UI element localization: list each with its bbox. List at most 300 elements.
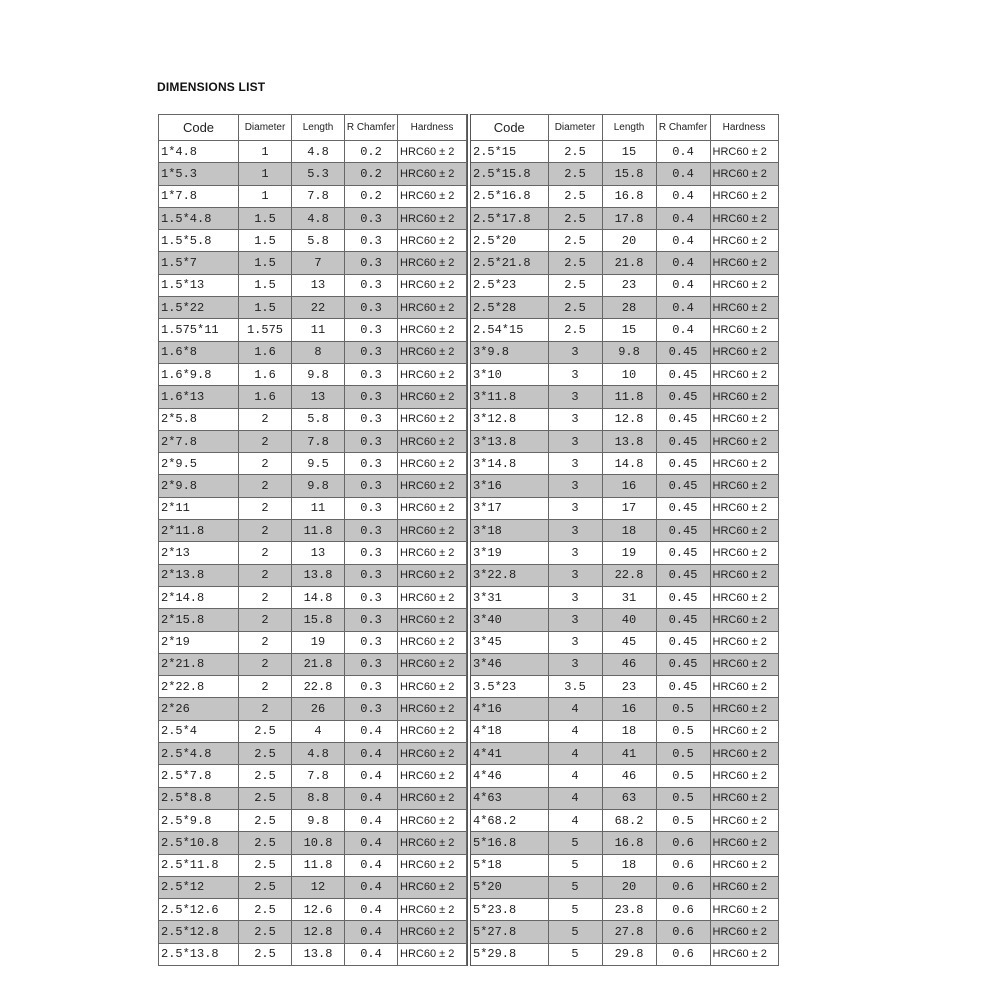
cell-length: 27.8 (602, 921, 656, 943)
cell-diameter: 2.5 (239, 921, 292, 943)
cell-diameter: 4 (548, 765, 602, 787)
cell-code: 2.5*4.8 (159, 743, 239, 765)
cell-chamfer: 0.4 (345, 943, 398, 965)
cell-code: 5*23.8 (469, 899, 548, 921)
cell-code: 1*4.8 (159, 141, 239, 163)
table-row (469, 899, 778, 921)
cell-chamfer: 0.4 (345, 832, 398, 854)
cell-hardness: HRC60 ± 2 (710, 274, 778, 296)
table-row (469, 698, 778, 720)
cell-code: 3*11.8 (469, 386, 548, 408)
cell-code: 2*26 (159, 698, 239, 720)
cell-diameter: 2.5 (239, 876, 292, 898)
cell-code: 1*5.3 (159, 163, 239, 185)
column-header-diameter: Diameter (548, 115, 602, 141)
column-header-chamfer: R Chamfer (656, 115, 710, 141)
cell-diameter: 1 (239, 141, 292, 163)
cell-length: 5.3 (292, 163, 345, 185)
cell-length: 13.8 (602, 430, 656, 452)
cell-length: 46 (602, 765, 656, 787)
cell-chamfer: 0.3 (345, 408, 398, 430)
cell-code: 3.5*23 (469, 676, 548, 698)
cell-code: 1.5*13 (159, 274, 239, 296)
table-row (469, 809, 778, 831)
table-row (469, 943, 778, 965)
table-row (159, 341, 467, 363)
column-header-chamfer: R Chamfer (345, 115, 398, 141)
cell-code: 2*21.8 (159, 653, 239, 675)
cell-length: 22.8 (292, 676, 345, 698)
table-row (469, 386, 778, 408)
column-header-diameter: Diameter (239, 115, 292, 141)
cell-diameter: 3 (548, 653, 602, 675)
cell-diameter: 1.6 (239, 386, 292, 408)
cell-code: 3*12.8 (469, 408, 548, 430)
cell-length: 11 (292, 497, 345, 519)
table-row (159, 453, 467, 475)
table-row (159, 899, 467, 921)
cell-chamfer: 0.3 (345, 586, 398, 608)
table-row (469, 497, 778, 519)
cell-code: 1.575*11 (159, 319, 239, 341)
cell-diameter: 3 (548, 586, 602, 608)
cell-chamfer: 0.45 (656, 386, 710, 408)
cell-length: 8.8 (292, 787, 345, 809)
cell-hardness: HRC60 ± 2 (710, 631, 778, 653)
cell-code: 5*16.8 (469, 832, 548, 854)
cell-length: 13 (292, 274, 345, 296)
cell-diameter: 2 (239, 631, 292, 653)
cell-chamfer: 0.4 (345, 743, 398, 765)
cell-chamfer: 0.3 (345, 386, 398, 408)
cell-diameter: 2.5 (548, 230, 602, 252)
dimensions-table-right (467, 114, 779, 966)
cell-chamfer: 0.3 (345, 497, 398, 519)
table-row (159, 743, 467, 765)
cell-code: 3*22.8 (469, 564, 548, 586)
cell-diameter: 2.5 (548, 185, 602, 207)
cell-diameter: 2 (239, 475, 292, 497)
table-row (469, 363, 778, 385)
table-row (469, 854, 778, 876)
table-row (159, 408, 467, 430)
cell-length: 9.8 (602, 341, 656, 363)
cell-chamfer: 0.4 (345, 809, 398, 831)
cell-diameter: 2 (239, 653, 292, 675)
table-row (469, 876, 778, 898)
cell-code: 2*22.8 (159, 676, 239, 698)
cell-length: 63 (602, 787, 656, 809)
cell-code: 2*9.5 (159, 453, 239, 475)
cell-code: 3*45 (469, 631, 548, 653)
table-row (159, 564, 467, 586)
cell-diameter: 2 (239, 676, 292, 698)
cell-diameter: 2.5 (548, 163, 602, 185)
cell-diameter: 2.5 (239, 832, 292, 854)
cell-hardness: HRC60 ± 2 (398, 163, 467, 185)
cell-hardness: HRC60 ± 2 (710, 408, 778, 430)
cell-length: 17.8 (602, 207, 656, 229)
cell-length: 40 (602, 609, 656, 631)
cell-code: 2.5*11.8 (159, 854, 239, 876)
cell-code: 2*11 (159, 497, 239, 519)
cell-length: 13 (292, 386, 345, 408)
cell-diameter: 3 (548, 609, 602, 631)
cell-chamfer: 0.45 (656, 430, 710, 452)
cell-hardness: HRC60 ± 2 (398, 921, 467, 943)
dimensions-table-left (158, 114, 467, 966)
cell-diameter: 5 (548, 921, 602, 943)
cell-chamfer: 0.4 (345, 899, 398, 921)
cell-hardness: HRC60 ± 2 (398, 319, 467, 341)
cell-length: 9.8 (292, 363, 345, 385)
cell-diameter: 3 (548, 631, 602, 653)
cell-chamfer: 0.3 (345, 252, 398, 274)
cell-code: 2.5*16.8 (469, 185, 548, 207)
cell-code: 2.5*4 (159, 720, 239, 742)
cell-code: 5*29.8 (469, 943, 548, 965)
table-row (469, 185, 778, 207)
cell-chamfer: 0.4 (656, 185, 710, 207)
cell-hardness: HRC60 ± 2 (398, 854, 467, 876)
cell-code: 3*9.8 (469, 341, 548, 363)
cell-hardness: HRC60 ± 2 (710, 163, 778, 185)
cell-length: 7.8 (292, 430, 345, 452)
table-row (159, 720, 467, 742)
cell-length: 68.2 (602, 809, 656, 831)
cell-diameter: 1.5 (239, 252, 292, 274)
table-row (469, 207, 778, 229)
cell-length: 26 (292, 698, 345, 720)
cell-chamfer: 0.5 (656, 743, 710, 765)
cell-chamfer: 0.3 (345, 341, 398, 363)
cell-code: 2.5*15 (469, 141, 548, 163)
cell-hardness: HRC60 ± 2 (710, 564, 778, 586)
cell-diameter: 2.5 (239, 787, 292, 809)
cell-length: 11.8 (602, 386, 656, 408)
table-row (469, 408, 778, 430)
page-title: DIMENSIONS LIST (157, 80, 266, 94)
table-row (469, 252, 778, 274)
table-row (469, 230, 778, 252)
table-row (469, 586, 778, 608)
cell-chamfer: 0.2 (345, 163, 398, 185)
cell-chamfer: 0.3 (345, 430, 398, 452)
cell-hardness: HRC60 ± 2 (398, 207, 467, 229)
table-row (469, 453, 778, 475)
header-row (159, 115, 467, 141)
cell-chamfer: 0.3 (345, 453, 398, 475)
cell-chamfer: 0.45 (656, 363, 710, 385)
cell-hardness: HRC60 ± 2 (710, 720, 778, 742)
cell-chamfer: 0.6 (656, 899, 710, 921)
cell-diameter: 2 (239, 542, 292, 564)
cell-length: 23 (602, 676, 656, 698)
cell-length: 23.8 (602, 899, 656, 921)
cell-chamfer: 0.4 (345, 765, 398, 787)
cell-length: 16 (602, 698, 656, 720)
cell-diameter: 4 (548, 698, 602, 720)
cell-length: 9.5 (292, 453, 345, 475)
cell-code: 2.5*20 (469, 230, 548, 252)
cell-length: 22.8 (602, 564, 656, 586)
cell-hardness: HRC60 ± 2 (710, 921, 778, 943)
cell-diameter: 3 (548, 386, 602, 408)
cell-length: 14.8 (602, 453, 656, 475)
cell-hardness: HRC60 ± 2 (710, 832, 778, 854)
table-row (469, 341, 778, 363)
cell-diameter: 2.5 (548, 207, 602, 229)
cell-chamfer: 0.45 (656, 341, 710, 363)
cell-length: 12 (292, 876, 345, 898)
cell-chamfer: 0.5 (656, 809, 710, 831)
cell-chamfer: 0.45 (656, 653, 710, 675)
cell-diameter: 4 (548, 809, 602, 831)
cell-chamfer: 0.3 (345, 319, 398, 341)
cell-length: 13.8 (292, 564, 345, 586)
cell-code: 1.5*4.8 (159, 207, 239, 229)
cell-chamfer: 0.3 (345, 676, 398, 698)
cell-hardness: HRC60 ± 2 (398, 430, 467, 452)
cell-length: 11 (292, 319, 345, 341)
cell-diameter: 3 (548, 363, 602, 385)
cell-length: 15 (602, 319, 656, 341)
table-row (159, 386, 467, 408)
cell-diameter: 2.5 (239, 854, 292, 876)
cell-length: 12.8 (292, 921, 345, 943)
cell-code: 3*16 (469, 475, 548, 497)
table-row (469, 765, 778, 787)
cell-length: 18 (602, 720, 656, 742)
cell-hardness: HRC60 ± 2 (710, 297, 778, 319)
cell-length: 16 (602, 475, 656, 497)
cell-diameter: 2.5 (239, 765, 292, 787)
cell-diameter: 2.5 (548, 319, 602, 341)
cell-length: 4.8 (292, 743, 345, 765)
cell-chamfer: 0.45 (656, 631, 710, 653)
cell-hardness: HRC60 ± 2 (710, 854, 778, 876)
table-row (159, 297, 467, 319)
cell-hardness: HRC60 ± 2 (710, 141, 778, 163)
cell-hardness: HRC60 ± 2 (398, 408, 467, 430)
cell-hardness: HRC60 ± 2 (398, 743, 467, 765)
cell-code: 3*19 (469, 542, 548, 564)
cell-hardness: HRC60 ± 2 (398, 475, 467, 497)
cell-chamfer: 0.4 (345, 720, 398, 742)
cell-length: 7.8 (292, 185, 345, 207)
table-row (469, 297, 778, 319)
cell-code: 2.5*9.8 (159, 809, 239, 831)
cell-hardness: HRC60 ± 2 (710, 230, 778, 252)
table-row (159, 475, 467, 497)
cell-diameter: 5 (548, 943, 602, 965)
cell-length: 5.8 (292, 230, 345, 252)
cell-length: 15.8 (292, 609, 345, 631)
cell-diameter: 5 (548, 854, 602, 876)
cell-code: 2*11.8 (159, 520, 239, 542)
cell-chamfer: 0.4 (345, 876, 398, 898)
cell-hardness: HRC60 ± 2 (398, 252, 467, 274)
cell-diameter: 2 (239, 497, 292, 519)
cell-hardness: HRC60 ± 2 (710, 787, 778, 809)
cell-code: 4*46 (469, 765, 548, 787)
cell-diameter: 2 (239, 430, 292, 452)
cell-diameter: 2.5 (239, 899, 292, 921)
cell-length: 7.8 (292, 765, 345, 787)
cell-code: 2*13 (159, 542, 239, 564)
table-row (159, 185, 467, 207)
cell-code: 1.5*5.8 (159, 230, 239, 252)
cell-length: 19 (292, 631, 345, 653)
cell-code: 3*18 (469, 520, 548, 542)
cell-chamfer: 0.5 (656, 765, 710, 787)
cell-chamfer: 0.4 (345, 787, 398, 809)
cell-chamfer: 0.45 (656, 497, 710, 519)
table-row (469, 430, 778, 452)
table-row (469, 274, 778, 296)
cell-code: 2*9.8 (159, 475, 239, 497)
cell-hardness: HRC60 ± 2 (710, 386, 778, 408)
dimensions-tables (158, 114, 779, 966)
cell-hardness: HRC60 ± 2 (398, 497, 467, 519)
header-row (469, 115, 778, 141)
table-row (469, 520, 778, 542)
cell-length: 4.8 (292, 141, 345, 163)
cell-hardness: HRC60 ± 2 (710, 542, 778, 564)
cell-chamfer: 0.3 (345, 274, 398, 296)
cell-code: 4*41 (469, 743, 548, 765)
cell-length: 46 (602, 653, 656, 675)
cell-code: 2.5*28 (469, 297, 548, 319)
table-row (469, 832, 778, 854)
cell-code: 1.6*13 (159, 386, 239, 408)
cell-hardness: HRC60 ± 2 (398, 341, 467, 363)
table-body-left (159, 141, 467, 966)
cell-chamfer: 0.5 (656, 720, 710, 742)
table-row (469, 720, 778, 742)
cell-hardness: HRC60 ± 2 (398, 185, 467, 207)
cell-code: 1*7.8 (159, 185, 239, 207)
cell-code: 2.5*23 (469, 274, 548, 296)
cell-length: 5.8 (292, 408, 345, 430)
cell-diameter: 2 (239, 453, 292, 475)
cell-diameter: 3 (548, 408, 602, 430)
cell-diameter: 3 (548, 564, 602, 586)
cell-diameter: 1.5 (239, 230, 292, 252)
cell-diameter: 3 (548, 430, 602, 452)
table-row (469, 163, 778, 185)
cell-chamfer: 0.4 (656, 141, 710, 163)
cell-code: 2*5.8 (159, 408, 239, 430)
cell-diameter: 2.5 (239, 743, 292, 765)
cell-length: 16.8 (602, 185, 656, 207)
cell-length: 28 (602, 297, 656, 319)
cell-code: 2.5*12 (159, 876, 239, 898)
cell-diameter: 4 (548, 743, 602, 765)
cell-diameter: 2.5 (239, 720, 292, 742)
cell-length: 45 (602, 631, 656, 653)
cell-code: 1.5*7 (159, 252, 239, 274)
cell-diameter: 1.6 (239, 363, 292, 385)
cell-diameter: 1.6 (239, 341, 292, 363)
cell-length: 10.8 (292, 832, 345, 854)
cell-code: 1.5*22 (159, 297, 239, 319)
cell-code: 3*40 (469, 609, 548, 631)
cell-code: 2.5*7.8 (159, 765, 239, 787)
cell-chamfer: 0.4 (345, 854, 398, 876)
cell-diameter: 1 (239, 185, 292, 207)
cell-code: 2*13.8 (159, 564, 239, 586)
cell-length: 19 (602, 542, 656, 564)
cell-hardness: HRC60 ± 2 (398, 609, 467, 631)
table-row (469, 787, 778, 809)
cell-code: 3*46 (469, 653, 548, 675)
cell-chamfer: 0.45 (656, 453, 710, 475)
table-row (159, 586, 467, 608)
cell-hardness: HRC60 ± 2 (398, 363, 467, 385)
cell-chamfer: 0.3 (345, 631, 398, 653)
cell-diameter: 3 (548, 520, 602, 542)
cell-diameter: 2.5 (239, 809, 292, 831)
cell-diameter: 3.5 (548, 676, 602, 698)
cell-code: 2.5*17.8 (469, 207, 548, 229)
cell-hardness: HRC60 ± 2 (710, 698, 778, 720)
cell-chamfer: 0.3 (345, 698, 398, 720)
cell-chamfer: 0.2 (345, 185, 398, 207)
cell-diameter: 2.5 (239, 943, 292, 965)
cell-chamfer: 0.4 (656, 207, 710, 229)
table-row (159, 141, 467, 163)
table-row (159, 653, 467, 675)
table-row (159, 274, 467, 296)
cell-code: 3*31 (469, 586, 548, 608)
cell-diameter: 4 (548, 787, 602, 809)
table-row (159, 363, 467, 385)
cell-code: 5*18 (469, 854, 548, 876)
cell-hardness: HRC60 ± 2 (710, 653, 778, 675)
cell-diameter: 2 (239, 520, 292, 542)
cell-chamfer: 0.6 (656, 832, 710, 854)
cell-hardness: HRC60 ± 2 (398, 720, 467, 742)
table-row (159, 319, 467, 341)
cell-chamfer: 0.45 (656, 676, 710, 698)
cell-hardness: HRC60 ± 2 (398, 676, 467, 698)
cell-diameter: 3 (548, 497, 602, 519)
cell-code: 2*19 (159, 631, 239, 653)
cell-chamfer: 0.3 (345, 297, 398, 319)
cell-hardness: HRC60 ± 2 (398, 297, 467, 319)
cell-chamfer: 0.3 (345, 207, 398, 229)
cell-hardness: HRC60 ± 2 (398, 542, 467, 564)
cell-hardness: HRC60 ± 2 (710, 341, 778, 363)
table-row (469, 921, 778, 943)
cell-diameter: 3 (548, 542, 602, 564)
cell-chamfer: 0.3 (345, 653, 398, 675)
cell-diameter: 2 (239, 698, 292, 720)
cell-code: 4*68.2 (469, 809, 548, 831)
cell-length: 18 (602, 854, 656, 876)
cell-chamfer: 0.6 (656, 921, 710, 943)
cell-hardness: HRC60 ± 2 (398, 141, 467, 163)
cell-length: 10 (602, 363, 656, 385)
table-row (159, 676, 467, 698)
cell-hardness: HRC60 ± 2 (398, 876, 467, 898)
cell-hardness: HRC60 ± 2 (710, 475, 778, 497)
cell-hardness: HRC60 ± 2 (710, 252, 778, 274)
table-row (159, 520, 467, 542)
cell-length: 7 (292, 252, 345, 274)
column-header-hardness: Hardness (398, 115, 467, 141)
